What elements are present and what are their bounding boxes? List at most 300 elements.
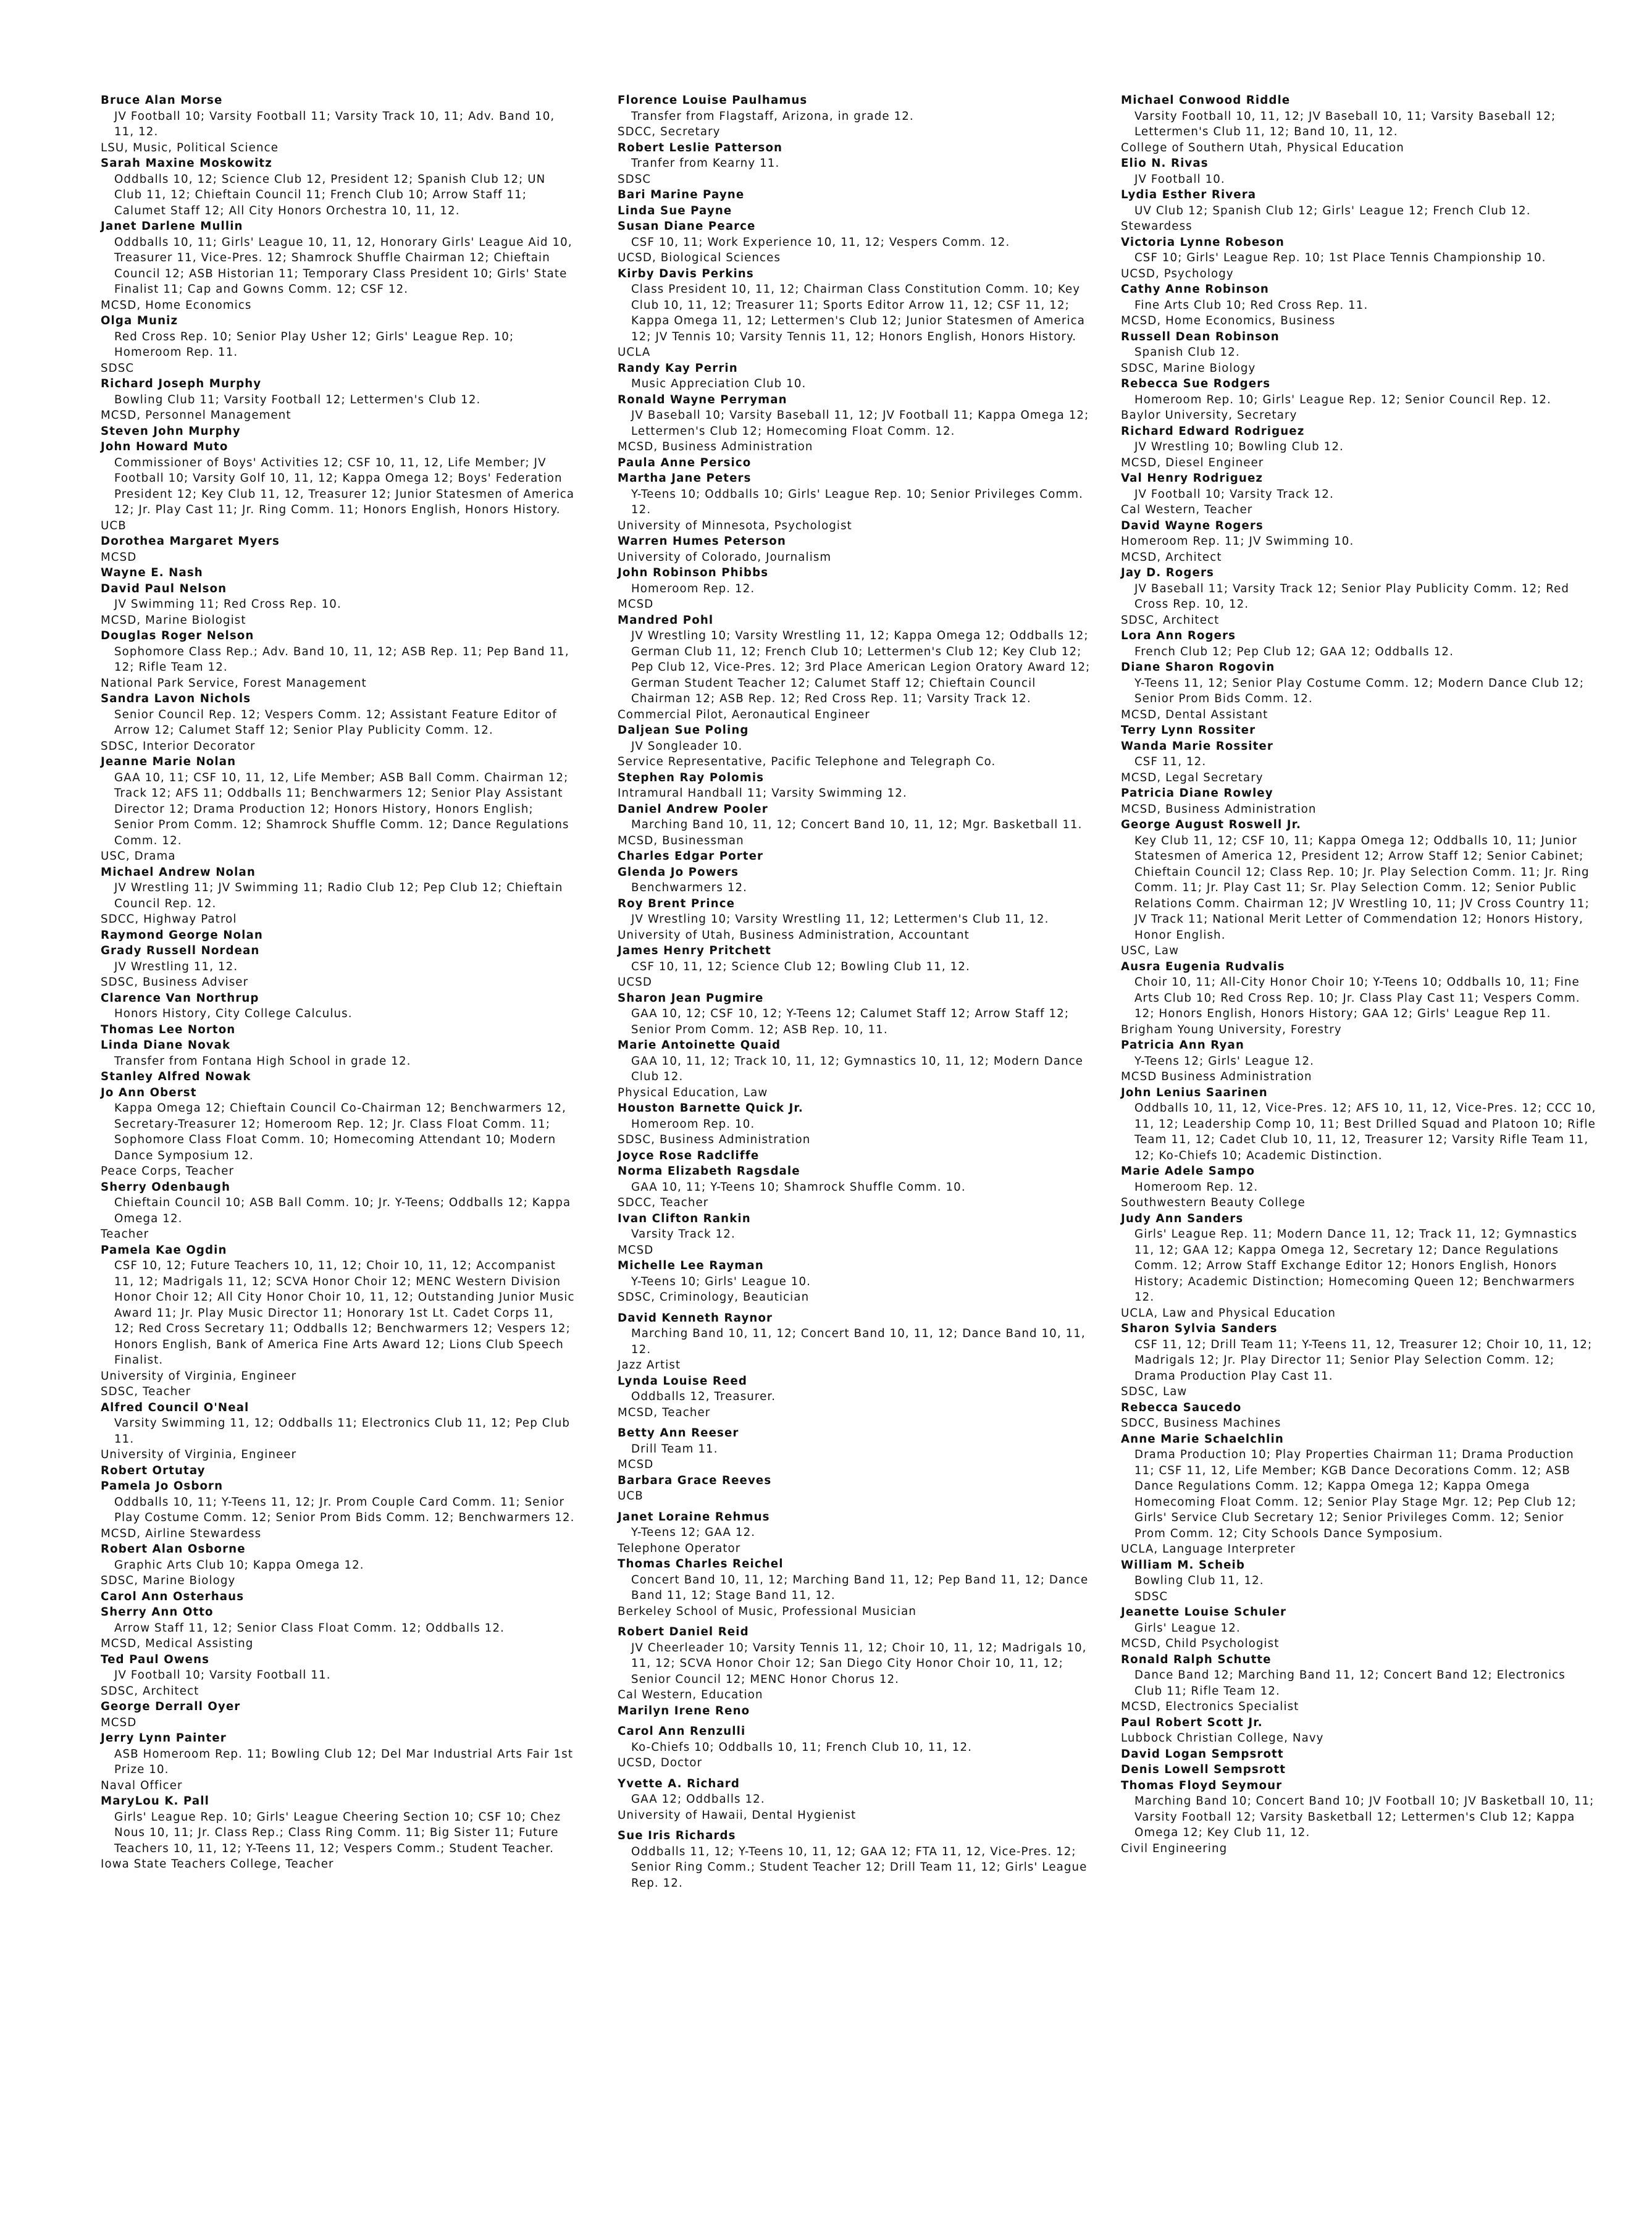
senior-name: Stephen Ray Polomis (618, 771, 765, 784)
senior-name: Glenda Jo Powers (618, 865, 739, 879)
senior-name: Wanda Marie Rossiter (1121, 739, 1273, 753)
senior-entry (101, 754, 576, 865)
senior-activities: GAA 10, 12; CSF 10, 12; Y-Teens 12; Calumet Staff 12; Arrow Staff 12; Senior Prom Comm. 12; ASB Rep. 10, 11. (631, 1007, 1070, 1036)
senior-future-plans: UCLA, Language Interpreter (1121, 1543, 1296, 1556)
senior-future-plans: Jazz Artist (618, 1359, 681, 1372)
senior-entry (1121, 424, 1596, 471)
senior-name: Clarence Van Northrup (101, 991, 259, 1005)
senior-name: Lydia Esther Rivera (1121, 188, 1257, 201)
senior-entry (1121, 376, 1596, 424)
senior-future-plans: SDSC (618, 172, 652, 186)
senior-future-plans: SDSC, Criminology, Beautician (618, 1291, 810, 1304)
senior-future-plans: University of Utah, Business Administration, Accountant (618, 928, 970, 942)
senior-entry (618, 1373, 1093, 1421)
senior-name: Sue Iris Richards (618, 1829, 736, 1842)
senior-entry (1121, 1762, 1596, 1778)
senior-name: Martha Jane Peters (618, 472, 752, 485)
senior-entry (1121, 282, 1596, 329)
senior-name: Michael Conwood Riddle (1121, 94, 1291, 107)
column-1 (101, 93, 576, 1872)
senior-entry (1121, 471, 1596, 518)
senior-entry (1121, 550, 1596, 566)
senior-future-plans: SDSC, Business Administration (618, 1133, 811, 1146)
senior-name: David Wayne Rogers (1121, 519, 1264, 532)
senior-name: Elio N. Rivas (1121, 157, 1209, 170)
senior-future-plans: University of Minnesota, Psychologist (618, 519, 852, 532)
senior-entry (101, 1652, 576, 1700)
senior-future-plans: SDSC, Law (1121, 1385, 1188, 1398)
senior-name: Marie Antoinette Quaid (618, 1039, 781, 1052)
senior-entry (1121, 1400, 1596, 1432)
senior-future-plans: USC, Drama (101, 850, 176, 863)
senior-future-plans: SDSC, Architect (101, 1684, 199, 1698)
senior-entry (1121, 187, 1596, 235)
senior-entry (618, 1148, 1093, 1164)
senior-name: James Henry Pritchett (618, 944, 771, 957)
senior-future-plans: SDSC, Marine Biology (101, 1574, 236, 1587)
senior-name: Norma Elizabeth Ragsdale (618, 1165, 800, 1178)
senior-activities: Y-Teens 10; Oddballs 10; Girls' League Rep. 10; Senior Privileges Comm. 12. (631, 487, 1083, 516)
senior-entry (101, 534, 576, 565)
senior-future-plans: UCB (101, 519, 127, 532)
senior-name: Joyce Rose Radcliffe (618, 1149, 760, 1162)
senior-activities: Fine Arts Club 10; Red Cross Rep. 11. (1134, 298, 1369, 312)
senior-name: Sherry Ann Otto (101, 1606, 214, 1619)
senior-future-plans: Southwestern Beauty College (1121, 1196, 1306, 1209)
senior-activities: Tranfer from Kearny 11. (631, 157, 780, 170)
senior-future-plans: Naval Officer (101, 1779, 183, 1792)
senior-entry (618, 1509, 1093, 1557)
senior-future-plans: MCSD, Personnel Management (101, 409, 291, 422)
senior-future-plans: Homeroom Rep. 11; JV Swimming 10. (1121, 535, 1354, 548)
senior-entry (1121, 1778, 1596, 1857)
senior-future-plans: Cal Western, Education (618, 1688, 763, 1701)
senior-future-plans: SDSC, Marine Biology (1121, 361, 1256, 375)
senior-future-plans: SDSC (101, 361, 135, 375)
senior-future-plans: UCSD, Biological Sciences (618, 251, 781, 264)
senior-entry (101, 628, 576, 691)
senior-name: Ronald Wayne Perryman (618, 393, 787, 406)
senior-name: Michelle Lee Rayman (618, 1259, 764, 1272)
senior-entry (618, 1624, 1093, 1703)
senior-entry (101, 156, 576, 219)
senior-name: Sharon Sylvia Sanders (1121, 1322, 1278, 1335)
senior-name: Dorothea Margaret Myers (101, 535, 280, 548)
senior-entry (618, 471, 1093, 534)
senior-future-plans: MCSD Business Administration (1121, 1070, 1312, 1083)
senior-activities: JV Baseball 10; Varsity Baseball 11, 12; JV Football 11; Kappa Omega 12; Lettermen's Club 12; Homecoming Float Comm. 12. (631, 409, 1089, 438)
senior-future-plans: University of Colorado, Journalism (618, 550, 832, 564)
senior-activities: ASB Homeroom Rep. 11; Bowling Club 12; Del Mar Industrial Arts Fair 1st Prize 10. (114, 1747, 574, 1776)
senior-future-plans: SDSC, Teacher (101, 1385, 191, 1398)
senior-entry (1121, 1211, 1596, 1322)
senior-name: Ivan Clifton Rankin (618, 1212, 751, 1225)
senior-name: Russell Dean Robinson (1121, 330, 1280, 343)
senior-activities: Honors History, City College Calculus. (114, 1007, 353, 1020)
senior-activities: CSF 10, 11; Work Experience 10, 11, 12; Vespers Comm. 12. (631, 235, 1010, 249)
senior-name: Marie Adele Sampo (1121, 1165, 1256, 1178)
senior-future-plans: Iowa State Teachers College, Teacher (101, 1858, 334, 1871)
senior-name: Jeanette Louise Schuler (1121, 1606, 1287, 1619)
senior-activities: Girls' League 12. (1134, 1621, 1241, 1635)
senior-activities: Marching Band 10; Concert Band 10; JV Football 10; JV Basketball 10, 11; Varsity Football 12; Varsity Basketball 12; Lettermen's Club 12; Kappa Omega 12; Key Club 11, 12. (1134, 1795, 1595, 1839)
senior-activities: Oddballs 10, 11; Girls' League 10, 11, 12, Honorary Girls' League Aid 10, Treasurer 11, Vice-Pres. 12; Shamrock Shuffle Chairman 12; Chieftain Council 12; ASB Historian 11; Temporary Class President 10; Girls' State Finalist 11; Cap and Gowns Comm. 12; CSF 12. (114, 235, 572, 296)
senior-entry (101, 1604, 576, 1652)
senior-name: Alfred Council O'Neal (101, 1401, 249, 1414)
senior-entry (101, 1793, 576, 1872)
senior-activities: GAA 10, 11; CSF 10, 11, 12, Life Member; ASB Ball Comm. Chairman 12; Track 12; AFS 11; Oddballs 11; Benchwarmers 12; Senior Play Assistant Director 12; Drama Production 12; Honors History, Honors English; Senior Prom Comm. 12; Shamrock Shuffle Comm. 12; Dance Regulations Comm. 12. (114, 771, 569, 847)
senior-future-plans: Lubbock Christian College, Navy (1121, 1732, 1324, 1745)
senior-future-plans: UCB (618, 1490, 644, 1503)
senior-entry (101, 865, 576, 928)
senior-entry (101, 1022, 576, 1038)
senior-entry (618, 1473, 1093, 1504)
senior-activities: Red Cross Rep. 10; Senior Play Usher 12; Girls' League Rep. 10; Homeroom Rep. 11. (114, 330, 514, 359)
senior-name: Roy Brent Prince (618, 897, 736, 910)
senior-name: Robert Ortutay (101, 1464, 206, 1477)
senior-name: Lora Ann Rogers (1121, 629, 1236, 642)
senior-name: Robert Daniel Reid (618, 1625, 749, 1638)
senior-name: Janet Loraine Rehmus (618, 1510, 770, 1524)
senior-name: Judy Ann Sanders (1121, 1212, 1244, 1225)
senior-entry (101, 565, 576, 581)
senior-entry (618, 1724, 1093, 1771)
senior-entry (618, 849, 1093, 865)
senior-entry (618, 140, 1093, 188)
senior-activities: French Club 12; Pep Club 12; GAA 12; Oddballs 12. (1134, 645, 1454, 658)
senior-future-plans: MCSD, Businessman (618, 834, 744, 847)
senior-future-plans: University of Hawaii, Dental Hygienist (618, 1808, 857, 1822)
senior-activities: JV Football 10. (1134, 172, 1225, 186)
senior-entry (618, 723, 1093, 770)
senior-future-plans: MCSD (101, 550, 137, 564)
senior-entry (1121, 1164, 1596, 1211)
senior-name: Stanley Alfred Nowak (101, 1070, 251, 1083)
senior-activities: JV Wrestling 11; JV Swimming 11; Radio Club 12; Pep Club 12; Chieftain Council Rep. 12. (114, 881, 563, 910)
senior-activities: Concert Band 10, 11, 12; Marching Band 11, 12; Pep Band 11, 12; Dance Band 11, 12; Stage Band 11, 12. (631, 1573, 1089, 1602)
senior-name: Ausra Eugenia Rudvalis (1121, 960, 1285, 973)
senior-name: Diane Sharon Rogovin (1121, 661, 1275, 674)
senior-name: George August Roswell Jr. (1121, 818, 1302, 831)
senior-entry (101, 1463, 576, 1479)
senior-name: Richard Edward Rodriguez (1121, 424, 1305, 438)
senior-activities: Varsity Football 10, 11, 12; JV Baseball 10, 11; Varsity Baseball 12; Lettermen's Club 11, 12; Band 10, 11, 12. (1134, 109, 1556, 138)
senior-entry (618, 896, 1093, 944)
senior-name: John Robinson Phibbs (618, 566, 769, 579)
senior-entry (618, 1258, 1093, 1306)
senior-name: John Lenius Saarinen (1121, 1086, 1268, 1099)
senior-entry (1121, 1321, 1596, 1400)
senior-future-plans: Teacher (101, 1228, 149, 1241)
senior-activities: Sophomore Class Rep.; Adv. Band 10, 11, 12; ASB Rep. 11; Pep Band 11, 12; Rifle Team 12. (114, 645, 569, 674)
senior-name: Kirby Davis Perkins (618, 267, 754, 280)
senior-activities: Oddballs 10, 12; Science Club 12, President 12; Spanish Club 12; UN Club 11, 12; Chieftain Council 11; French Club 10; Arrow Staff 11; Calumet Staff 12; All City Honors Orchestra 10, 11, 12. (114, 172, 546, 217)
senior-name: Jerry Lynn Painter (101, 1732, 227, 1745)
senior-activities: Varsity Track 12. (631, 1228, 736, 1241)
senior-activities: GAA 10, 11; Y-Teens 10; Shamrock Shuffle Comm. 10. (631, 1180, 966, 1194)
senior-name: Val Henry Rodriguez (1121, 472, 1264, 485)
senior-activities: Drama Production 10; Play Properties Chairman 11; Drama Production 11; CSF 11, 12, Life Member; KGB Dance Decorations Comm. 12; ASB Dance Regulations Comm. 12; Kappa Omega 12; Kappa Omega Homecoming Float Comm. 12; Senior Play Stage Mgr. 12; Pep Club 12; Girls' Service Club Secretary 12; Senior Privileges Comm. 12; Senior Prom Comm. 12; City Schools Dance Symposium. (1134, 1448, 1577, 1540)
senior-activities: Oddballs 11, 12; Y-Teens 10, 11, 12; GAA 12; FTA 11, 12, Vice-Pres. 12; Senior Ring Comm.; Student Teacher 12; Drill Team 11, 12; Girls' League Rep. 12. (631, 1845, 1088, 1890)
senior-entry (1121, 329, 1596, 377)
senior-future-plans: MCSD, Legal Secretary (1121, 771, 1264, 784)
senior-entry (101, 376, 576, 424)
senior-entry (618, 565, 1093, 613)
senior-name: Sandra Lavon Nichols (101, 692, 251, 705)
senior-name: Patricia Ann Ryan (1121, 1039, 1244, 1052)
senior-entry (1121, 1085, 1596, 1164)
senior-future-plans: SDSC, Interior Decorator (101, 739, 256, 753)
senior-name: Yvette A. Richard (618, 1777, 740, 1790)
senior-future-plans: MCSD, Home Economics (101, 298, 252, 312)
senior-entry (1121, 518, 1596, 550)
senior-name: Jo Ann Oberst (101, 1086, 197, 1099)
senior-activities: Class President 10, 11, 12; Chairman Class Constitution Comm. 10; Key Club 10, 11, 12; Treasurer 11; Sports Editor Arrow 11, 12; CSF 11, 12; Kappa Omega 11, 12; Lettermen's Club 12; Junior Statesmen of America 12; JV Tennis 10; Varsity Tennis 11, 12; Honors English, Honors History. (631, 283, 1086, 343)
senior-entry (618, 802, 1093, 849)
senior-name: Mandred Pohl (618, 613, 714, 627)
senior-entry (101, 219, 576, 313)
senior-name: Linda Diane Novak (101, 1039, 231, 1052)
senior-activities: Girls' League Rep. 10; Girls' League Cheering Section 10; CSF 10; Chez Nous 10, 11; Jr. Class Rep.; Class Ring Comm. 11; Big Sister 11; Future Teachers 10, 11, 12; Y-Teens 11, 12; Vespers Comm.; Student Teacher. (114, 1810, 561, 1855)
senior-entry (618, 203, 1093, 219)
senior-name: Sharon Jean Pugmire (618, 991, 764, 1005)
senior-entry (101, 93, 576, 156)
senior-entry (1121, 739, 1596, 786)
senior-entry (618, 1776, 1093, 1824)
senior-activities: Y-Teens 12; GAA 12. (631, 1526, 756, 1539)
senior-future-plans: MCSD (618, 1458, 654, 1471)
senior-activities: Y-Teens 12; Girls' League 12. (1134, 1054, 1315, 1068)
senior-future-plans: Civil Engineering (1121, 1842, 1228, 1855)
senior-activities: JV Wrestling 10; Varsity Wrestling 11, 12; Kappa Omega 12; Oddballs 12; German Club 11, 12; French Club 10; Lettermen's Club 12; Key Club 12; Pep Club 12, Vice-Pres. 12; 3rd Place American Legion Oratory Award 12; German Student Teacher 12; Calumet Staff 12; Chieftain Council Chairman 12; ASB Rep. 12; Red Cross Rep. 11; Varsity Track 12. (631, 629, 1091, 705)
senior-name: Rebecca Sue Rodgers (1121, 377, 1271, 390)
senior-entry (101, 1085, 576, 1180)
senior-name: Warren Humes Peterson (618, 535, 786, 548)
senior-entry (101, 313, 576, 376)
senior-future-plans: UCSD, Psychology (1121, 267, 1234, 280)
senior-future-plans: Service Representative, Pacific Telephone and Telegraph Co. (618, 755, 996, 768)
senior-entry (101, 1589, 576, 1605)
senior-future-plans: Stewardess (1121, 220, 1193, 233)
senior-name: Robert Alan Osborne (101, 1543, 246, 1556)
senior-future-plans: MCSD, Medical Assisting (101, 1637, 254, 1650)
senior-name: Terry Lynn Rossiter (1121, 724, 1256, 737)
senior-future-plans: MCSD (101, 1716, 137, 1729)
senior-name: Patricia Diane Rowley (1121, 787, 1273, 800)
senior-entry (618, 1038, 1093, 1101)
senior-name: Michael Andrew Nolan (101, 865, 256, 879)
senior-future-plans: MCSD, Airline Stewardess (101, 1527, 262, 1540)
senior-name: Robert Leslie Patterson (618, 141, 783, 154)
senior-name: Bruce Alan Morse (101, 94, 223, 107)
senior-activities: Key Club 11, 12; CSF 10, 11; Kappa Omega 12; Oddballs 10, 11; Junior Statesmen of America 12, President 12; Arrow Staff 12; Senior Cabinet; Chieftain Council 12; Class Rep. 10; Jr. Play Selection Comm. 11; Jr. Ring Comm. 11; Jr. Play Cast 11; Sr. Play Selection Comm. 12; Senior Public Relations Comm. Chairman 12; JV Wrestling 10, 11; JV Cross Country 11; JV Track 11; National Merit Letter of Commendation 12; Honors History, Honor English. (1134, 834, 1590, 942)
senior-future-plans: Telephone Operator (618, 1541, 741, 1555)
senior-future-plans: University of Virginia, Engineer (101, 1448, 297, 1461)
senior-entry (101, 1400, 576, 1463)
senior-future-plans: Brigham Young University, Forestry (1121, 1023, 1342, 1036)
senior-entry (618, 266, 1093, 361)
senior-name: Paula Anne Persico (618, 456, 752, 469)
senior-name: Daljean Sue Poling (618, 724, 749, 737)
senior-future-plans: UCSD, Doctor (618, 1756, 703, 1769)
senior-name: MaryLou K. Pall (101, 1795, 209, 1808)
senior-entry (1121, 723, 1596, 739)
senior-name: Daniel Andrew Pooler (618, 802, 768, 816)
senior-future-plans: SDCC, Secretary (618, 125, 721, 138)
senior-activities: JV Football 10; Varsity Track 12. (1134, 487, 1334, 501)
senior-name: Florence Louise Paulhamus (618, 94, 808, 107)
senior-entry (1121, 1746, 1596, 1763)
senior-name: Charles Edgar Porter (618, 850, 764, 863)
senior-entry (101, 1699, 576, 1730)
senior-entry (1121, 660, 1596, 723)
senior-name: David Paul Nelson (101, 582, 227, 595)
senior-future-plans: Commercial Pilot, Aeronautical Engineer (618, 708, 870, 721)
senior-future-plans: SDCC, Teacher (618, 1196, 709, 1209)
senior-future-plans: MCSD, Electronics Specialist (1121, 1700, 1299, 1713)
senior-activities: Commissioner of Boys' Activities 12; CSF 10, 11, 12, Life Member; JV Football 10; Varsity Golf 10, 11, 12; Kappa Omega 12; Boys' Federation President 12; Key Club 11, 12, Treasurer 12; Junior Statesmen of America 12; Jr. Play Cast 11; Jr. Ring Comm. 11; Honors English, Honors History. (114, 456, 575, 516)
senior-name: Barbara Grace Reeves (618, 1474, 772, 1487)
senior-activities: JV Football 10; Varsity Football 11; Varsity Track 10, 11; Adv. Band 10, 11, 12. (114, 109, 555, 138)
senior-name: Steven John Murphy (101, 424, 241, 438)
senior-future-plans: MCSD (618, 1243, 654, 1257)
senior-entry (618, 93, 1093, 140)
senior-activities: JV Swimming 11; Red Cross Rep. 10. (114, 598, 342, 611)
senior-entry (1121, 628, 1596, 660)
senior-future-plans: SDCC, Highway Patrol (101, 913, 237, 926)
senior-entry (1121, 1558, 1596, 1605)
senior-activities: Homeroom Rep. 10; Girls' League Rep. 12; Senior Council Rep. 12. (1134, 393, 1551, 406)
senior-activities: Senior Council Rep. 12; Vespers Comm. 12; Assistant Feature Editor of Arrow 12; Calumet Staff 12; Senior Play Publicity Comm. 12. (114, 708, 557, 737)
senior-entry (618, 1101, 1093, 1148)
senior-name: Thomas Lee Norton (101, 1023, 236, 1036)
senior-entry (101, 1730, 576, 1793)
senior-name: Denis Lowell Sempsrott (1121, 1763, 1286, 1776)
senior-entry (618, 1310, 1093, 1373)
senior-activities: Choir 10, 11; All-City Honor Choir 10; Y-Teens 10; Oddballs 10, 11; Fine Arts Club 10; Red Cross Rep. 10; Jr. Class Play Cast 11; Vespers Comm. 12; Honors English, Honors History; GAA 12; Girls' League Rep 11. (1134, 976, 1580, 1020)
senior-future-plans: UCLA (618, 346, 651, 359)
senior-activities: Drill Team 11. (631, 1442, 718, 1456)
senior-name: Anne Marie Schaelchlin (1121, 1432, 1284, 1446)
senior-entry (101, 1243, 576, 1385)
senior-name: Rebecca Saucedo (1121, 1401, 1242, 1414)
senior-future-plans: MCSD (618, 598, 654, 611)
senior-name: Jay D. Rogers (1121, 566, 1214, 579)
senior-activities: Homeroom Rep. 12. (1134, 1180, 1259, 1194)
senior-future-plans: MCSD, Dental Assistant (1121, 708, 1268, 721)
senior-name: Betty Ann Reeser (618, 1427, 739, 1440)
senior-name: Raymond George Nolan (101, 928, 263, 942)
senior-activities: Benchwarmers 12. (631, 881, 748, 894)
senior-entry (101, 1038, 576, 1069)
senior-entry (101, 1384, 576, 1400)
senior-activities: CSF 10, 12; Future Teachers 10, 11, 12; Choir 10, 11, 12; Accompanist 11, 12; Madrigals 11, 12; SCVA Honor Choir 12; MENC Western Division Honor Choir 12; All City Honor Choir 10, 11, 12; Outstanding Junior Music Award 11; Jr. Play Music Director 11; Honorary 1st Lt. Cadet Corps 11, 12; Red Cross Secretary 11; Oddballs 12; Benchwarmers 12; Vespers 12; Honors English, Bank of America Fine Arts Award 12; Lions Club Speech Finalist. (114, 1259, 575, 1367)
senior-entry (618, 613, 1093, 723)
senior-future-plans: MCSD, Architect (1121, 550, 1222, 564)
senior-name: Thomas Floyd Seymour (1121, 1779, 1283, 1792)
senior-name: Carol Ann Renzulli (618, 1725, 746, 1738)
senior-entry (618, 1211, 1093, 1259)
senior-entry (101, 691, 576, 754)
senior-activities: Arrow Staff 11, 12; Senior Class Float Comm. 12; Oddballs 12. (114, 1621, 505, 1635)
senior-activities: Transfer from Flagstaff, Arizona, in grade 12. (631, 109, 914, 123)
senior-name: William M. Scheib (1121, 1558, 1246, 1572)
senior-entry (618, 1425, 1093, 1473)
senior-entry (618, 361, 1093, 392)
senior-future-plans: MCSD, Home Economics, Business (1121, 314, 1336, 327)
senior-entry (618, 455, 1093, 471)
senior-entry (1121, 156, 1596, 187)
senior-activities: Bowling Club 11; Varsity Football 12; Lettermen's Club 12. (114, 393, 481, 406)
senior-name: Ted Paul Owens (101, 1653, 210, 1666)
senior-activities: Oddballs 10, 11, 12, Vice-Pres. 12; AFS 10, 11, 12, Vice-Pres. 12; CCC 10, 11, 12; Leadership Comp 10, 11; Best Drilled Squad and Platoon 10; Rifle Team 11, 12; Cadet Club 10, 11, 12, Treasurer 12; Varsity Rifle Team 11, 12; Ko-Chiefs 10; Academic Distinction. (1134, 1102, 1596, 1162)
senior-future-plans: MCSD, Diesel Engineer (1121, 456, 1264, 469)
senior-entry (101, 581, 576, 629)
senior-name: Paul Robert Scott Jr. (1121, 1716, 1263, 1729)
senior-activities: CSF 10; Girls' League Rep. 10; 1st Place Tennis Championship 10. (1134, 251, 1546, 264)
senior-future-plans: MCSD, Business Administration (618, 440, 813, 453)
senior-future-plans: Peace Corps, Teacher (101, 1165, 235, 1178)
senior-activities: GAA 12; Oddballs 12. (631, 1793, 765, 1806)
senior-activities: Marching Band 10, 11, 12; Concert Band 10, 11, 12; Mgr. Basketball 11. (631, 818, 1083, 831)
senior-future-plans: MCSD, Child Psychologist (1121, 1637, 1280, 1650)
senior-future-plans: USC, Law (1121, 944, 1180, 957)
senior-activities: JV Wrestling 11, 12. (114, 960, 238, 973)
senior-name: David Logan Sempsrott (1121, 1747, 1284, 1761)
senior-entry (618, 865, 1093, 896)
senior-entry (101, 928, 576, 944)
senior-name: Sarah Maxine Moskowitz (101, 157, 272, 170)
senior-entry (1121, 93, 1596, 156)
senior-entry (1121, 786, 1596, 817)
senior-entry (618, 219, 1093, 266)
senior-name: Lynda Louise Reed (618, 1374, 747, 1388)
senior-activities: CSF 10, 11, 12; Science Club 12; Bowling Club 11, 12. (631, 960, 970, 973)
senior-name: Victoria Lynne Robeson (1121, 235, 1285, 249)
senior-future-plans: College of Southern Utah, Physical Education (1121, 141, 1404, 154)
senior-activities: Kappa Omega 12; Chieftain Council Co-Chairman 12; Benchwarmers 12, Secretary-Treasurer 12; Homeroom Rep. 12; Jr. Class Float Comm. 11; Sophomore Class Float Comm. 10; Homecoming Attendant 10; Modern Dance Symposium 12. (114, 1102, 567, 1162)
senior-entry (101, 1180, 576, 1243)
senior-entry (618, 991, 1093, 1038)
senior-activities: JV Football 10; Varsity Football 11. (114, 1669, 331, 1682)
senior-activities: Oddballs 12, Treasurer. (631, 1390, 776, 1403)
senior-future-plans: SDCC, Business Machines (1121, 1417, 1281, 1430)
senior-entry (1121, 817, 1596, 959)
senior-future-plans: Baylor University, Secretary (1121, 409, 1298, 422)
senior-entry (101, 424, 576, 440)
senior-name: Pamela Jo Osborn (101, 1480, 224, 1493)
senior-entry (1121, 959, 1596, 1038)
senior-activities: UV Club 12; Spanish Club 12; Girls' League 12; French Club 12. (1134, 204, 1531, 217)
senior-entry (101, 991, 576, 1022)
senior-entry (618, 943, 1093, 991)
senior-activities: Music Appreciation Club 10. (631, 377, 807, 390)
senior-entry (618, 534, 1093, 565)
senior-activities: Marching Band 10, 11, 12; Concert Band 10, 11, 12; Dance Band 10, 11, 12. (631, 1327, 1086, 1356)
senior-name: Randy Kay Perrin (618, 361, 738, 375)
senior-future-plans: MCSD, Marine Biologist (101, 613, 246, 627)
senior-future-plans: MCSD, Teacher (618, 1406, 711, 1419)
senior-name: Wayne E. Nash (101, 566, 203, 579)
senior-activities: JV Wrestling 10; Bowling Club 12. (1134, 440, 1344, 453)
senior-future-plans: SDSC, Architect (1121, 613, 1220, 627)
senior-entry (618, 770, 1093, 802)
senior-name: Richard Joseph Murphy (101, 377, 262, 390)
senior-entry (618, 1828, 1093, 1891)
senior-entry (101, 1541, 576, 1589)
senior-name: Marilyn Irene Reno (618, 1704, 750, 1717)
senior-name: Jeanne Marie Nolan (101, 755, 237, 768)
